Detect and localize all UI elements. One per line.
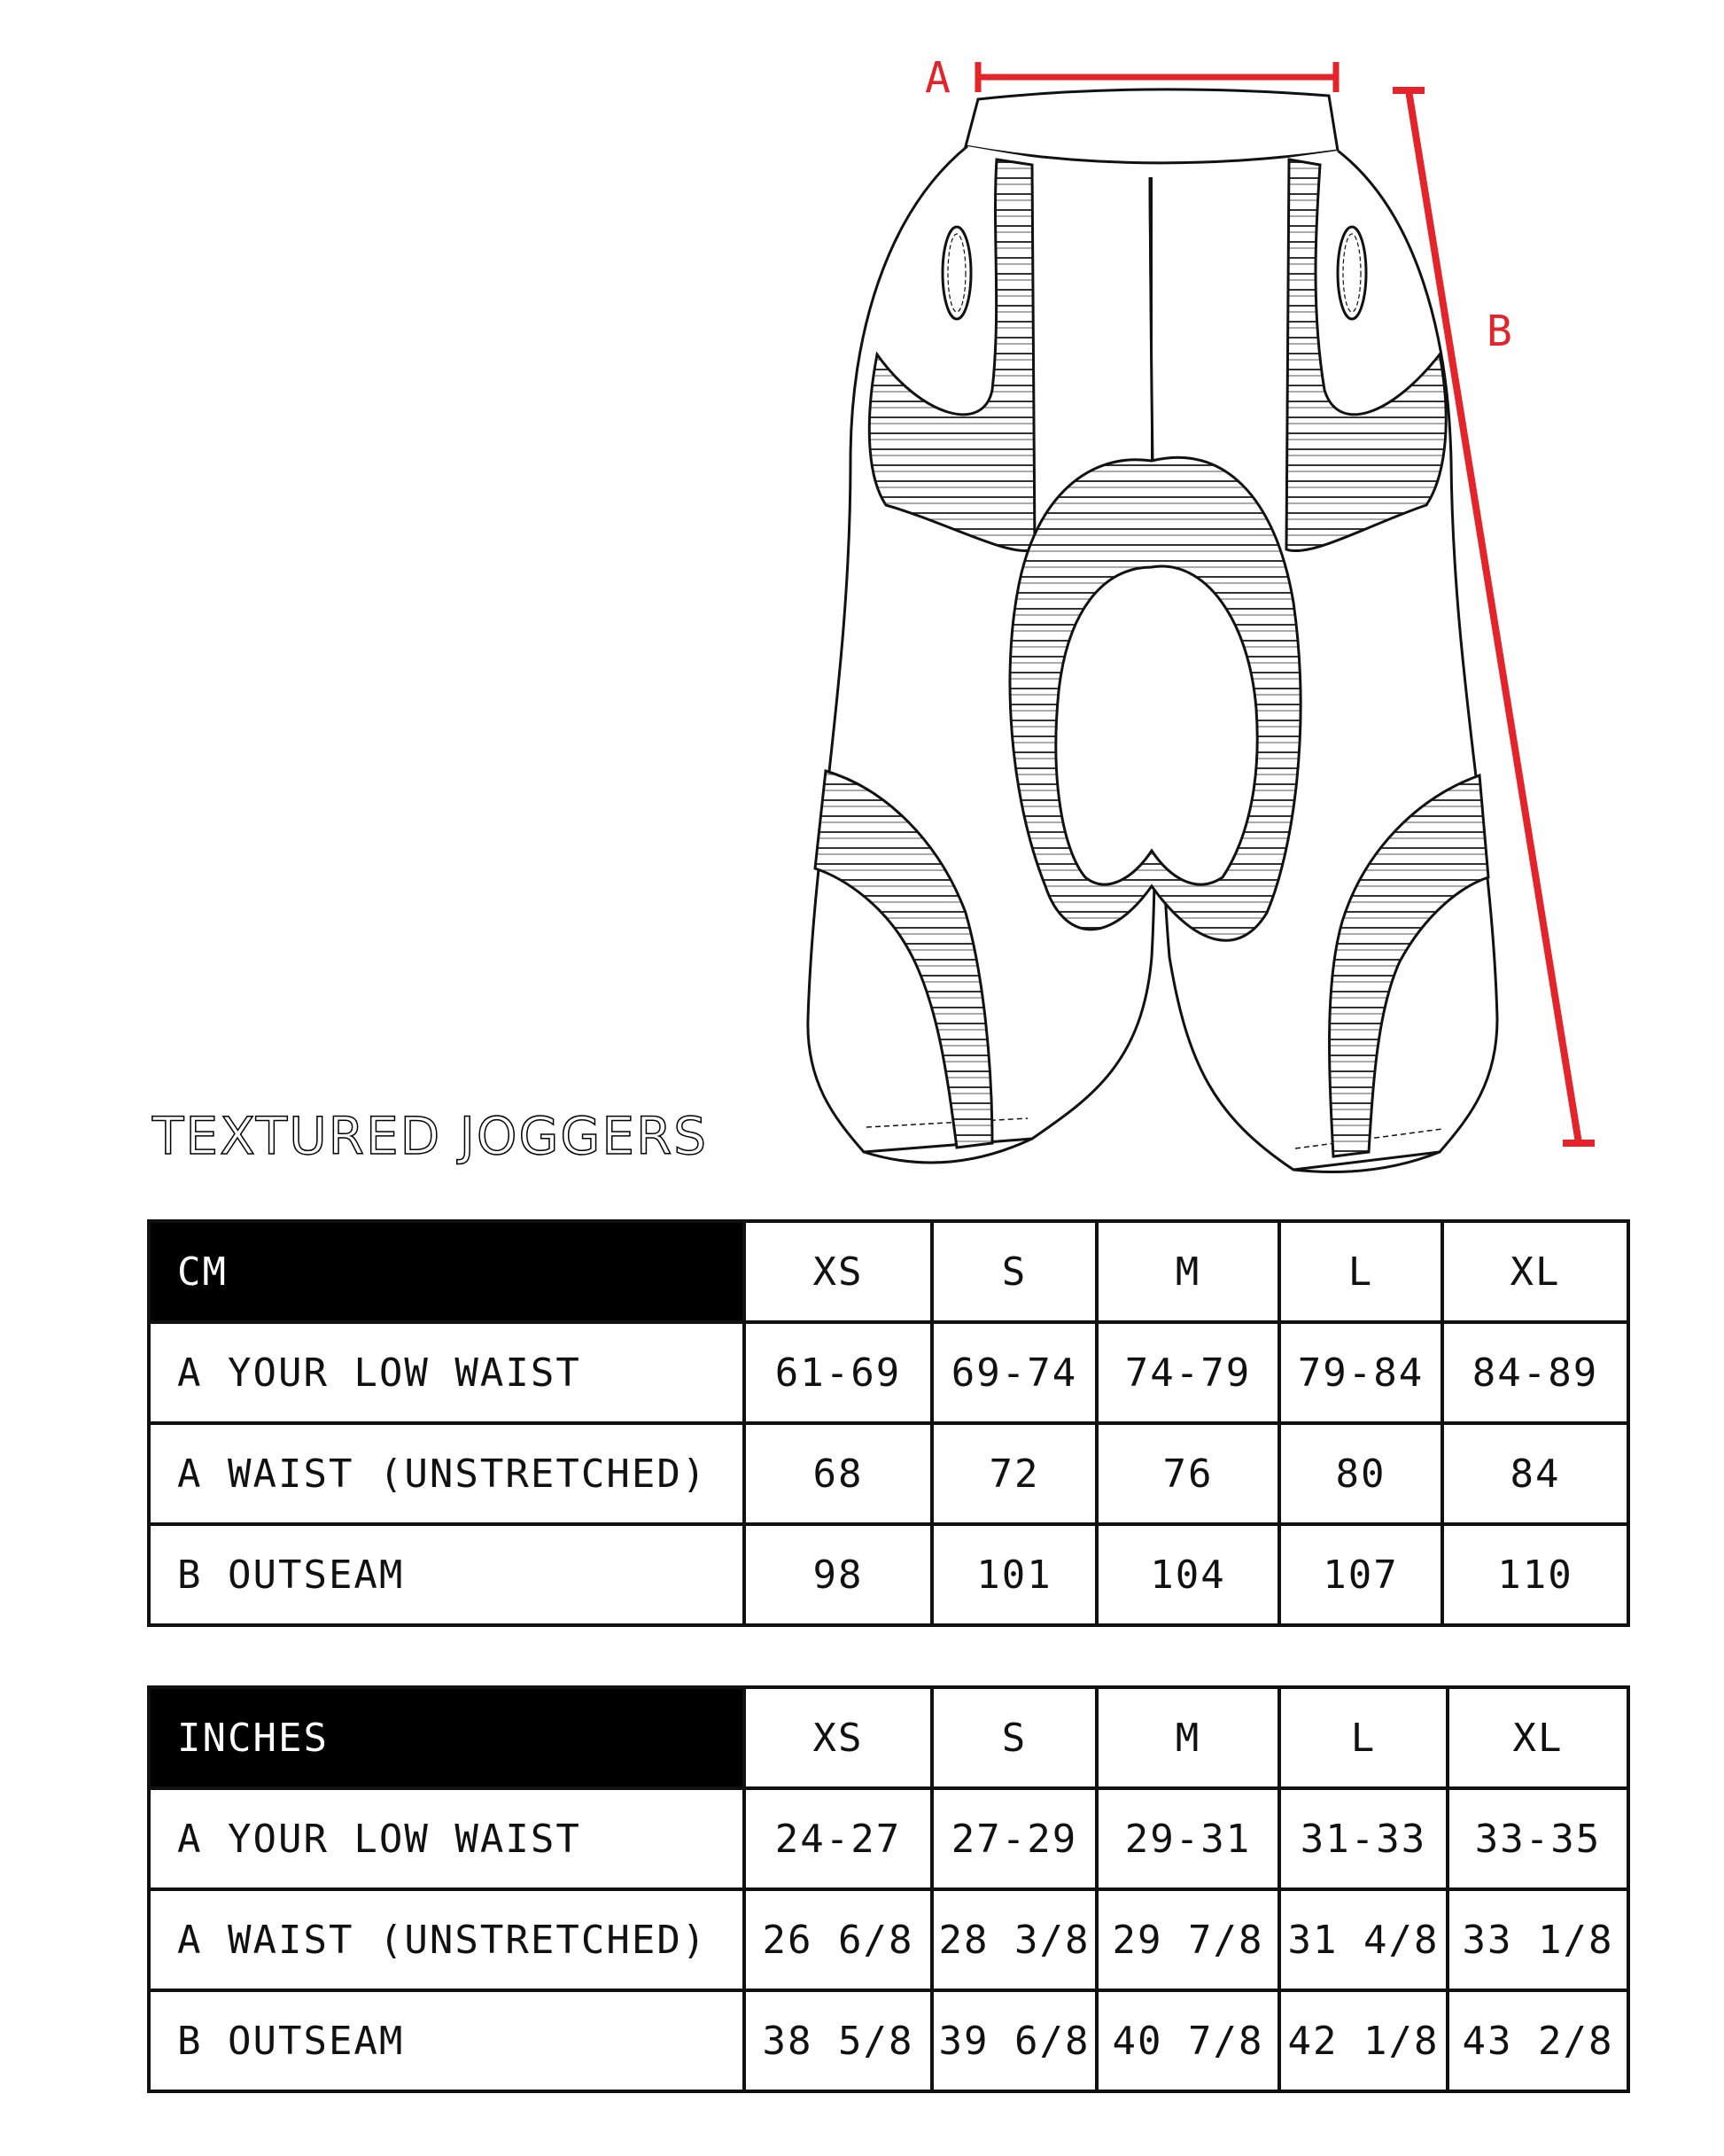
value-cell: 104 [1097,1524,1279,1625]
table-row [149,1889,1628,1990]
size-header: S [932,1687,1097,1788]
value-cell: 84-89 [1442,1322,1628,1423]
table-row [149,1524,1628,1625]
value-cell: 39 6/8 [932,1990,1097,2091]
size-header: S [932,1221,1097,1322]
value-cell: 98 [744,1524,932,1625]
product-title: TEXTURED JOGGERS [152,1106,709,1166]
table-header-row [149,1221,1628,1322]
center-texture-inner [1056,566,1257,884]
row-label: A YOUR LOW WAIST [149,1788,744,1889]
measure-a-indicator [978,62,1336,92]
size-header: M [1097,1221,1279,1322]
row-label: B OUTSEAM [149,1990,744,2091]
size-table-inches [147,1685,1630,2093]
value-cell: 43 2/8 [1448,1990,1628,2091]
value-cell: 101 [932,1524,1097,1625]
unit-cell: CM [149,1221,744,1322]
value-cell: 80 [1279,1423,1442,1524]
table-row [149,1990,1628,2091]
row-label: B OUTSEAM [149,1524,744,1625]
value-cell: 38 5/8 [744,1990,932,2091]
table-header-row [149,1687,1628,1788]
value-cell: 26 6/8 [744,1889,932,1990]
value-cell: 72 [932,1423,1097,1524]
waistband [966,90,1338,163]
size-header: XL [1448,1687,1628,1788]
value-cell: 79-84 [1279,1322,1442,1423]
measure-a-label: A [925,53,951,103]
size-header: XS [744,1687,932,1788]
size-header: L [1279,1221,1442,1322]
value-cell: 27-29 [932,1788,1097,1889]
size-header: M [1097,1687,1279,1788]
row-label: A WAIST (UNSTRETCHED) [149,1889,744,1990]
value-cell: 76 [1097,1423,1279,1524]
value-cell: 84 [1442,1423,1628,1524]
value-cell: 31 4/8 [1279,1889,1448,1990]
value-cell: 24-27 [744,1788,932,1889]
value-cell: 31-33 [1279,1788,1448,1889]
value-cell: 42 1/8 [1279,1990,1448,2091]
value-cell: 33 1/8 [1448,1889,1628,1990]
value-cell: 61-69 [744,1322,932,1423]
table-row [149,1423,1628,1524]
table-row [149,1788,1628,1889]
size-header: L [1279,1687,1448,1788]
size-header: XS [744,1221,932,1322]
right-pocket [1338,227,1366,319]
value-cell: 107 [1279,1524,1442,1625]
value-cell: 68 [744,1423,932,1524]
unit-cell: INCHES [149,1687,744,1788]
value-cell: 74-79 [1097,1322,1279,1423]
size-header: XL [1442,1221,1628,1322]
value-cell: 33-35 [1448,1788,1628,1889]
table-row [149,1322,1628,1423]
value-cell: 29-31 [1097,1788,1279,1889]
value-cell: 29 7/8 [1097,1889,1279,1990]
row-label: A WAIST (UNSTRETCHED) [149,1423,744,1524]
row-label: A YOUR LOW WAIST [149,1322,744,1423]
left-pocket [943,227,971,319]
value-cell: 40 7/8 [1097,1990,1279,2091]
measure-b-label: B [1487,307,1512,356]
size-table-cm [147,1219,1630,1627]
value-cell: 69-74 [932,1322,1097,1423]
value-cell: 110 [1442,1524,1628,1625]
value-cell: 28 3/8 [932,1889,1097,1990]
